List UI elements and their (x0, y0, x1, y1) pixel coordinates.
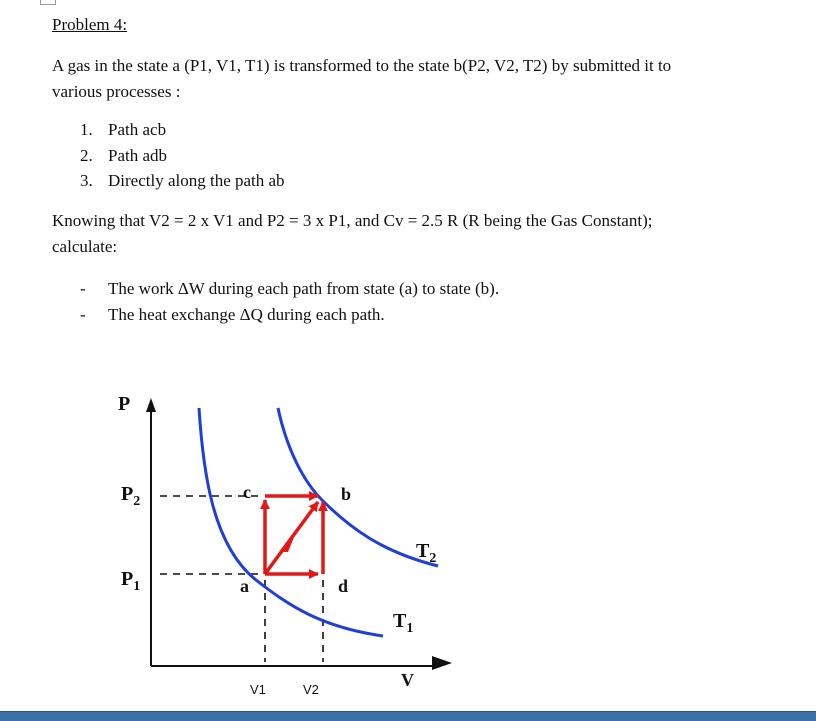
isotherm-t1-curve (199, 408, 383, 636)
list-item: 3. Directly along the path ab (80, 171, 285, 190)
isotherm-t1-label: $T_1$ (393, 610, 414, 636)
point-b-label: b (341, 484, 352, 504)
given-line-2: calculate: (52, 237, 118, 256)
list-item: - The heat exchange ΔQ during each path. (80, 304, 385, 324)
p-axis-label: P (118, 393, 131, 415)
v2-tick-label: V2 (303, 682, 319, 697)
v1-tick-label: V1 (250, 682, 266, 697)
p-axis-arrow-icon (146, 398, 156, 412)
point-c-label: c (243, 482, 251, 502)
list-item: 1. Path acb (80, 120, 167, 139)
point-a-label: a (240, 576, 249, 596)
isotherm-t2-label: $T_2$ (416, 540, 437, 566)
point-d-label: d (338, 576, 349, 596)
list-item: - The work ΔW during each path from state (a) to state (b). (80, 279, 500, 298)
v-axis-label: V (401, 670, 414, 690)
v-axis-arrow-icon (432, 656, 452, 670)
intro-line-2: various processes : (52, 82, 181, 101)
problem-title: Problem 4: (52, 15, 128, 34)
p2-tick-label: $P_2$ (121, 483, 141, 509)
p1-tick-label: $P_1$ (121, 568, 141, 594)
list-item: 2. Path adb (80, 145, 168, 165)
isotherm-t2-curve (278, 408, 438, 566)
given-line-1: Knowing that V2 = 2 x V1 and P2 = 3 x P1, and Cv = 2.5 R (R being the Gas Constant); (52, 211, 653, 230)
intro-line-1: A gas in the state a (P1, V1, T1) is transformed to the state b(P2, V2, T2) by submitted it to (52, 56, 672, 75)
